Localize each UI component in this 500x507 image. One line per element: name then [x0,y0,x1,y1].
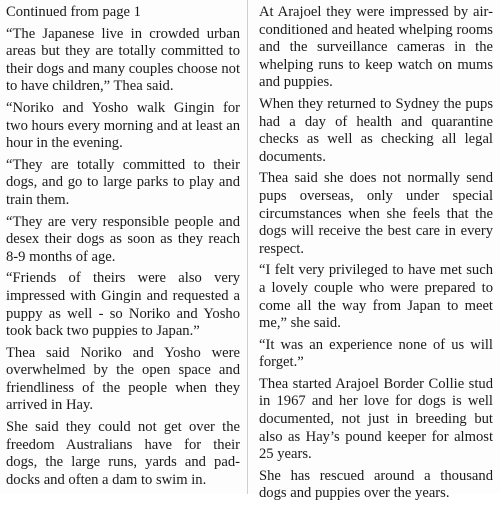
paragraph: “It was an experience none of us will forget.” [259,336,493,371]
article-column-right [259,4,493,507]
column-divider [247,0,248,494]
paragraph: “They are totally committed to their dogs, and go to large parks to play and train them. [6,156,240,208]
paragraph: “They are very responsible people and desex their dogs as soon as they reach 8-9 months of age. [6,213,240,265]
paragraph: At Arajoel they were impressed by air-conditioned and heated whelping rooms and the surveillance cameras in the whelping runs to keep watch on mums and puppies. [259,4,493,91]
article-column-left [6,4,240,493]
paragraph: “I felt very privileged to have met such a lovely couple who were prepared to come all the way from Japan to meet me,” she said. [259,262,493,332]
paragraph: She has rescued around a thousand dogs and puppies over the years. [259,467,493,502]
paragraph: Thea said she does not normally send pups overseas, only under special circumstances when she feels that the dogs will receive the best care in every respect. [259,170,493,257]
continued-from-label: Continued from page 1 [6,4,141,20]
paragraph: When they returned to Sydney the pups had a day of health and quarantine checks as well as checking all legal documents. [259,95,493,165]
paragraph: She said they could not get over the freedom Australians have for their dogs, the large runs, yards and paddocks and often a dam to swim in. [6,419,240,488]
paragraph: Thea started Arajoel Border Collie stud in 1967 and her love for dogs is well documented, not just in breeding but also as Hay’s pound keeper for almost 25 years. [259,375,493,463]
paragraph: “The Japanese live in crowded urban areas but they are totally committed to their dogs and many couples choose not to have children,” Thea said. [6,25,240,95]
paragraph: Thea said Noriko and Yosho were overwhelmed by the open space and friendliness of the people when they arrived in Hay. [6,344,240,414]
paragraph: “Friends of theirs were also very impressed with Gingin and requested a puppy as well - so Noriko and Yosho took back two puppies to Japan.” [6,270,240,340]
paragraph: “Noriko and Yosho walk Gingin for two hours every morning and at least an hour in the evening. [6,99,240,152]
